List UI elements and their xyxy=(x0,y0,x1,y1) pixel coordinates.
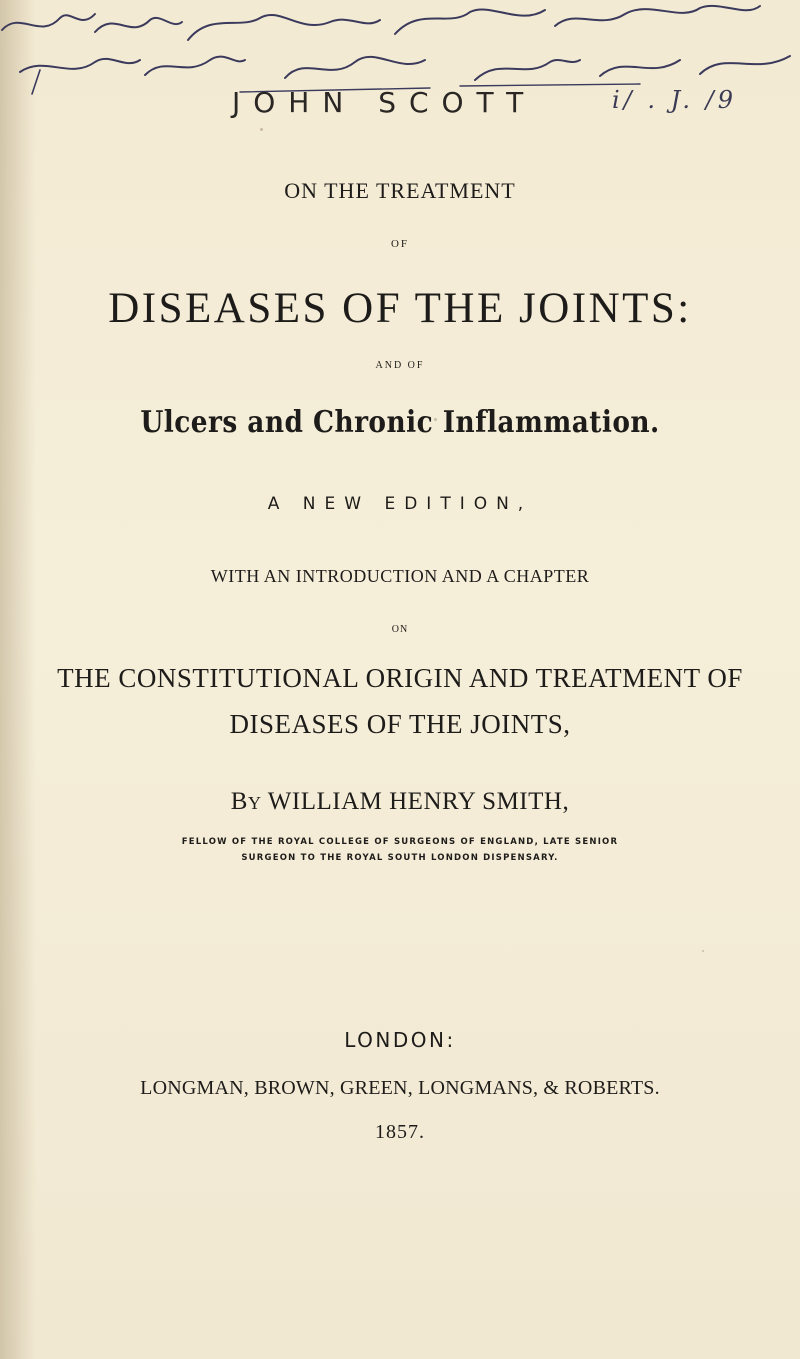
author-line xyxy=(0,788,800,816)
imprint-publisher: LONGMAN, BROWN, GREEN, LONGMANS, & ROBERTS. xyxy=(140,1077,660,1099)
owner-stamp: JOHN SCOTT xyxy=(232,86,537,119)
author-name: WILLIAM HENRY SMITH, xyxy=(267,788,570,815)
chapter-topic-line-2: DISEASES OF THE JOINTS, xyxy=(229,709,571,739)
main-title: DISEASES OF THE JOINTS: xyxy=(108,285,692,332)
paper-speck xyxy=(702,950,704,952)
paper-speck xyxy=(260,128,263,131)
connector-on: ON xyxy=(391,624,409,635)
title-connector-and-of: AND OF xyxy=(375,360,425,371)
introduction-note: WITH AN INTRODUCTION AND A CHAPTER xyxy=(210,566,590,586)
title-lead-line: ON THE TREATMENT xyxy=(284,178,516,203)
imprint-year: 1857. xyxy=(375,1121,425,1143)
subtitle-blackletter: Ulcers and Chronic Inflammation. xyxy=(140,405,660,440)
author-credentials-line-1: FELLOW OF THE ROYAL COLLEGE OF SURGEONS OF ENGLAND, LATE SENIOR xyxy=(181,837,619,847)
imprint-city: LONDON: xyxy=(344,1028,456,1052)
author-credentials-line-2: SURGEON TO THE ROYAL SOUTH LONDON DISPENSARY. xyxy=(241,853,559,863)
shelfmark-note: i/ . J. /9 xyxy=(612,86,738,114)
author-by: By xyxy=(230,788,262,815)
chapter-topic-line-1: THE CONSTITUTIONAL ORIGIN AND TREATMENT OF xyxy=(57,663,743,693)
paper-speck xyxy=(434,418,437,421)
edition-note: A NEW EDITION, xyxy=(267,494,533,514)
title-connector-of: OF xyxy=(390,238,410,250)
